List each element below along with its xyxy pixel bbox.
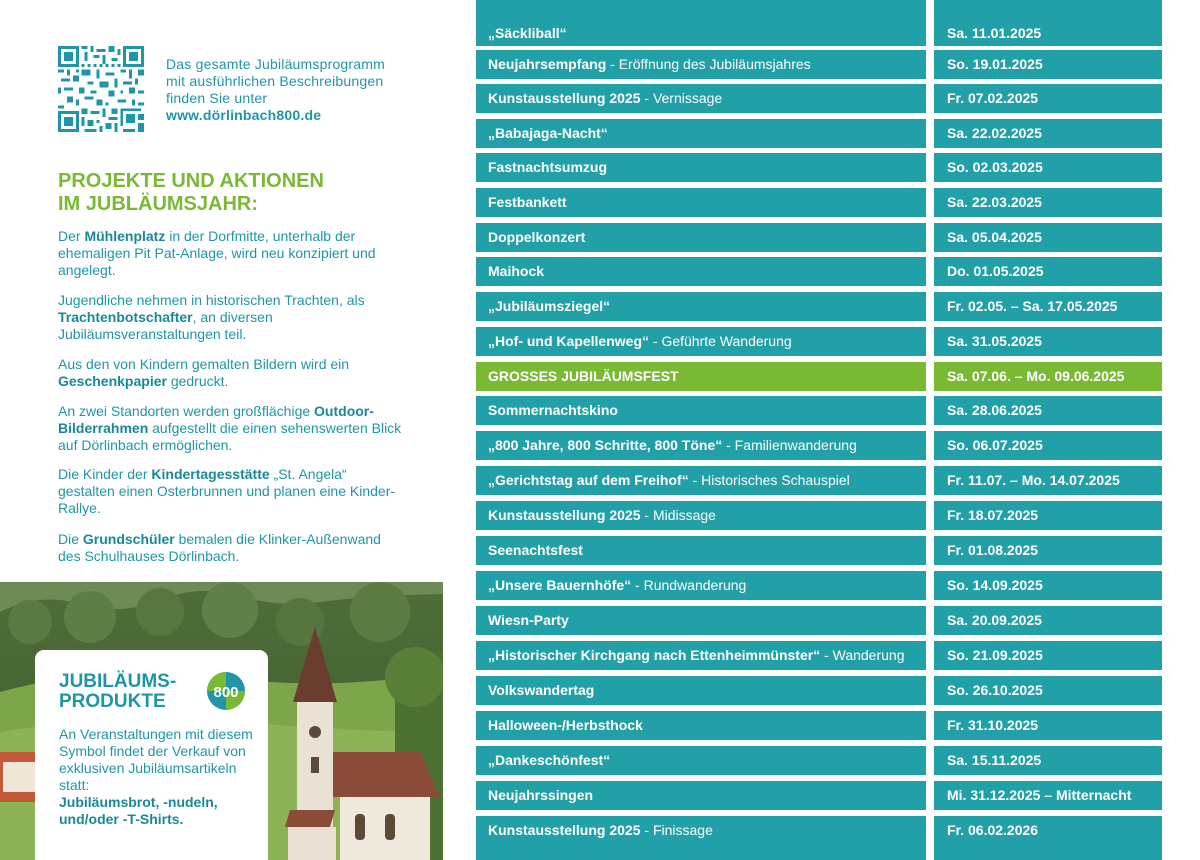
event-title: Volkswandertag: [488, 682, 595, 698]
event-date: Sa. 15.11.2025: [934, 746, 1162, 775]
event-row: [476, 292, 1162, 321]
event-subtitle: - Rundwanderung: [631, 577, 747, 593]
event-date: Fr. 02.05. – Sa. 17.05.2025: [934, 292, 1162, 321]
products-description: An Veranstaltungen mit diesem Symbol findet der Verkauf von exklusiven Jubiläumsartikeln statt:: [59, 726, 253, 793]
event-name-cell: [476, 746, 926, 775]
event-row: [476, 641, 1162, 670]
products-list: Jubiläumsbrot, -nudeln, und/oder -T-Shirts.: [59, 794, 218, 827]
products-title-line2: PRODUKTE: [59, 691, 166, 712]
project-highlight: Outdoor-Bilderrahmen: [58, 403, 374, 436]
event-row: [476, 466, 1162, 495]
project-item: [58, 531, 403, 565]
project-text: bemalen die Klinker-Außenwand des Schulhauses Dörlinbach.: [58, 531, 381, 564]
event-title: „Jubiläumsziegel“: [488, 298, 611, 314]
event-title: Maihock: [488, 263, 545, 279]
event-name-cell: [476, 153, 926, 182]
event-row: [476, 606, 1162, 635]
event-date: So. 06.07.2025: [934, 431, 1162, 460]
project-text: Der: [58, 228, 85, 244]
event-name-cell: [476, 536, 926, 565]
event-title: „Historischer Kirchgang nach Ettenheimmünster“: [488, 647, 821, 663]
products-card: [35, 650, 268, 860]
event-row: [476, 536, 1162, 565]
event-name-cell: [476, 466, 926, 495]
project-item: [58, 292, 403, 343]
event-row: [476, 257, 1162, 286]
event-row: [476, 676, 1162, 705]
event-date: So. 02.03.2025: [934, 153, 1162, 182]
event-date: Sa. 11.01.2025: [934, 0, 1162, 46]
event-subtitle: - Midissage: [640, 507, 716, 523]
project-text: An zwei Standorten werden großflächige: [58, 403, 315, 419]
event-date: Do. 01.05.2025: [934, 257, 1162, 286]
event-title: „Unsere Bauernhöfe“: [488, 577, 632, 593]
project-item: [58, 466, 403, 517]
badge-800-label: 800: [213, 684, 239, 701]
project-text: Die Kinder der: [58, 466, 152, 482]
event-title: „Hof- und Kapellenweg“: [488, 333, 649, 349]
project-highlight: Mühlenplatz: [84, 228, 166, 244]
event-title: „Gerichtstag auf dem Freihof“: [488, 472, 689, 488]
event-name-cell: [476, 676, 926, 705]
event-name-cell: [476, 362, 926, 391]
event-date: Sa. 20.09.2025: [934, 606, 1162, 635]
project-text: , an diversen Jubiläumsveranstaltungen teil.: [58, 309, 273, 342]
project-text: Jugendliche nehmen in historischen Trachten, als: [58, 292, 365, 308]
event-schedule: [476, 0, 1162, 860]
event-name-cell: [476, 711, 926, 740]
event-row: [476, 50, 1162, 79]
event-title: Neujahrssingen: [488, 787, 594, 803]
event-date: Sa. 05.04.2025: [934, 223, 1162, 252]
qr-code-icon[interactable]: [58, 46, 144, 132]
event-row: [476, 431, 1162, 460]
event-row: [476, 188, 1162, 217]
event-name-cell: [476, 641, 926, 670]
project-text: „St. Angela“ gestalten einen Osterbrunnen und planen eine Kinder-Rallye.: [58, 466, 396, 516]
event-name-cell: [476, 396, 926, 425]
event-date: Sa. 07.06. – Mo. 09.06.2025: [934, 362, 1162, 391]
event-row: [476, 223, 1162, 252]
event-title: „Säckliball“: [488, 25, 567, 41]
project-item: [58, 228, 403, 279]
event-title: Sommernachtskino: [488, 402, 618, 418]
event-name-cell: [476, 292, 926, 321]
event-row: [476, 327, 1162, 356]
products-text: [59, 726, 259, 828]
event-name-cell: [476, 84, 926, 113]
website-link[interactable]: www.dörlinbach800.de: [166, 107, 322, 123]
projects-heading: [58, 170, 418, 216]
event-title: Kunstausstellung 2025: [488, 822, 641, 838]
event-row: [476, 84, 1162, 113]
products-title-line1: JUBILÄUMS-: [59, 671, 177, 692]
project-text: aufgestellt die einen sehenswerten Blick auf Dörlinbach ermöglichen.: [58, 420, 402, 453]
qr-info-text: [166, 56, 436, 124]
badge-800-icon: [207, 672, 245, 710]
projects-heading-line2: IM JUBLÄUMSJAHR:: [58, 193, 258, 215]
event-name-cell: [476, 50, 926, 79]
projects-heading-line1: PROJEKTE UND AKTIONEN: [58, 170, 324, 192]
event-title: „Dankeschönfest“: [488, 752, 611, 768]
event-name-cell: [476, 431, 926, 460]
event-row: [476, 501, 1162, 530]
event-date: Sa. 28.06.2025: [934, 396, 1162, 425]
event-date: Fr. 31.10.2025: [934, 711, 1162, 740]
event-date: So. 21.09.2025: [934, 641, 1162, 670]
event-date: Fr. 07.02.2025: [934, 84, 1162, 113]
event-date: So. 14.09.2025: [934, 571, 1162, 600]
event-name-cell: [476, 0, 926, 46]
event-row: [476, 781, 1162, 810]
event-subtitle: - Eröffnung des Jubiläumsjahres: [606, 56, 811, 72]
event-date: Fr. 18.07.2025: [934, 501, 1162, 530]
event-title: Kunstausstellung 2025: [488, 507, 641, 523]
project-text: Die: [58, 531, 83, 547]
event-title: Neujahrsempfang: [488, 56, 607, 72]
event-date: Fr. 11.07. – Mo. 14.07.2025: [934, 466, 1162, 495]
event-title: Kunstausstellung 2025: [488, 90, 641, 106]
event-title: GROSSES JUBILÄUMSFEST: [488, 368, 679, 384]
event-date: Fr. 06.02.2026: [934, 816, 1162, 860]
event-row: [476, 153, 1162, 182]
qr-info-line3: finden Sie unter: [166, 90, 268, 106]
event-subtitle: - Geführte Wanderung: [649, 333, 792, 349]
project-highlight: Kindertagesstätte: [151, 466, 270, 482]
event-title: Doppelkonzert: [488, 229, 586, 245]
event-row: [476, 396, 1162, 425]
event-title: Festbankett: [488, 194, 567, 210]
event-subtitle: - Historisches Schauspiel: [688, 472, 850, 488]
event-name-cell: [476, 257, 926, 286]
project-highlight: Grundschüler: [82, 531, 175, 547]
event-date: So. 19.01.2025: [934, 50, 1162, 79]
event-name-cell: [476, 501, 926, 530]
event-row: [476, 746, 1162, 775]
event-date: Fr. 01.08.2025: [934, 536, 1162, 565]
event-title: „Babajaga-Nacht“: [488, 125, 608, 141]
qr-info-line2: mit ausführlichen Beschreibungen: [166, 73, 384, 89]
event-name-cell: [476, 327, 926, 356]
event-row: [476, 711, 1162, 740]
event-name-cell: [476, 119, 926, 148]
products-title: [59, 672, 209, 712]
event-subtitle: - Vernissage: [640, 90, 723, 106]
project-text: in der Dorfmitte, unterhalb der ehemaligen Pit Pat-Anlage, wird neu konzipiert und angelegt.: [58, 228, 376, 278]
event-subtitle: - Familienwanderung: [722, 437, 857, 453]
event-row: [476, 816, 1162, 845]
event-name-cell: [476, 781, 926, 810]
event-date: Sa. 22.03.2025: [934, 188, 1162, 217]
event-name-cell: [476, 606, 926, 635]
event-row: [476, 0, 1162, 41]
qr-info-line1: Das gesamte Jubiläumsprogramm: [166, 56, 385, 72]
project-item: [58, 403, 403, 454]
event-subtitle: - Wanderung: [820, 647, 905, 663]
event-row: [476, 571, 1162, 600]
event-title: Wiesn-Party: [488, 612, 569, 628]
event-title: Seenachtsfest: [488, 542, 583, 558]
project-text: gedruckt.: [166, 373, 229, 389]
event-title: „800 Jahre, 800 Schritte, 800 Töne“: [488, 437, 723, 453]
project-highlight: Geschenkpapier: [58, 373, 167, 389]
event-name-cell: [476, 188, 926, 217]
project-text: Aus den von Kindern gemalten Bildern wird ein: [58, 356, 350, 372]
project-highlight: Trachtenbotschafter: [58, 309, 193, 325]
event-date: So. 26.10.2025: [934, 676, 1162, 705]
event-row: [476, 362, 1162, 391]
event-title: Halloween-/Herbsthock: [488, 717, 643, 733]
project-item: [58, 356, 403, 390]
event-name-cell: [476, 816, 926, 860]
event-name-cell: [476, 223, 926, 252]
event-name-cell: [476, 571, 926, 600]
event-date: Sa. 31.05.2025: [934, 327, 1162, 356]
event-date: Mi. 31.12.2025 – Mitternacht: [934, 781, 1162, 810]
event-date: Sa. 22.02.2025: [934, 119, 1162, 148]
event-title: Fastnachtsumzug: [488, 159, 608, 175]
event-row: [476, 119, 1162, 148]
event-subtitle: - Finissage: [640, 822, 713, 838]
